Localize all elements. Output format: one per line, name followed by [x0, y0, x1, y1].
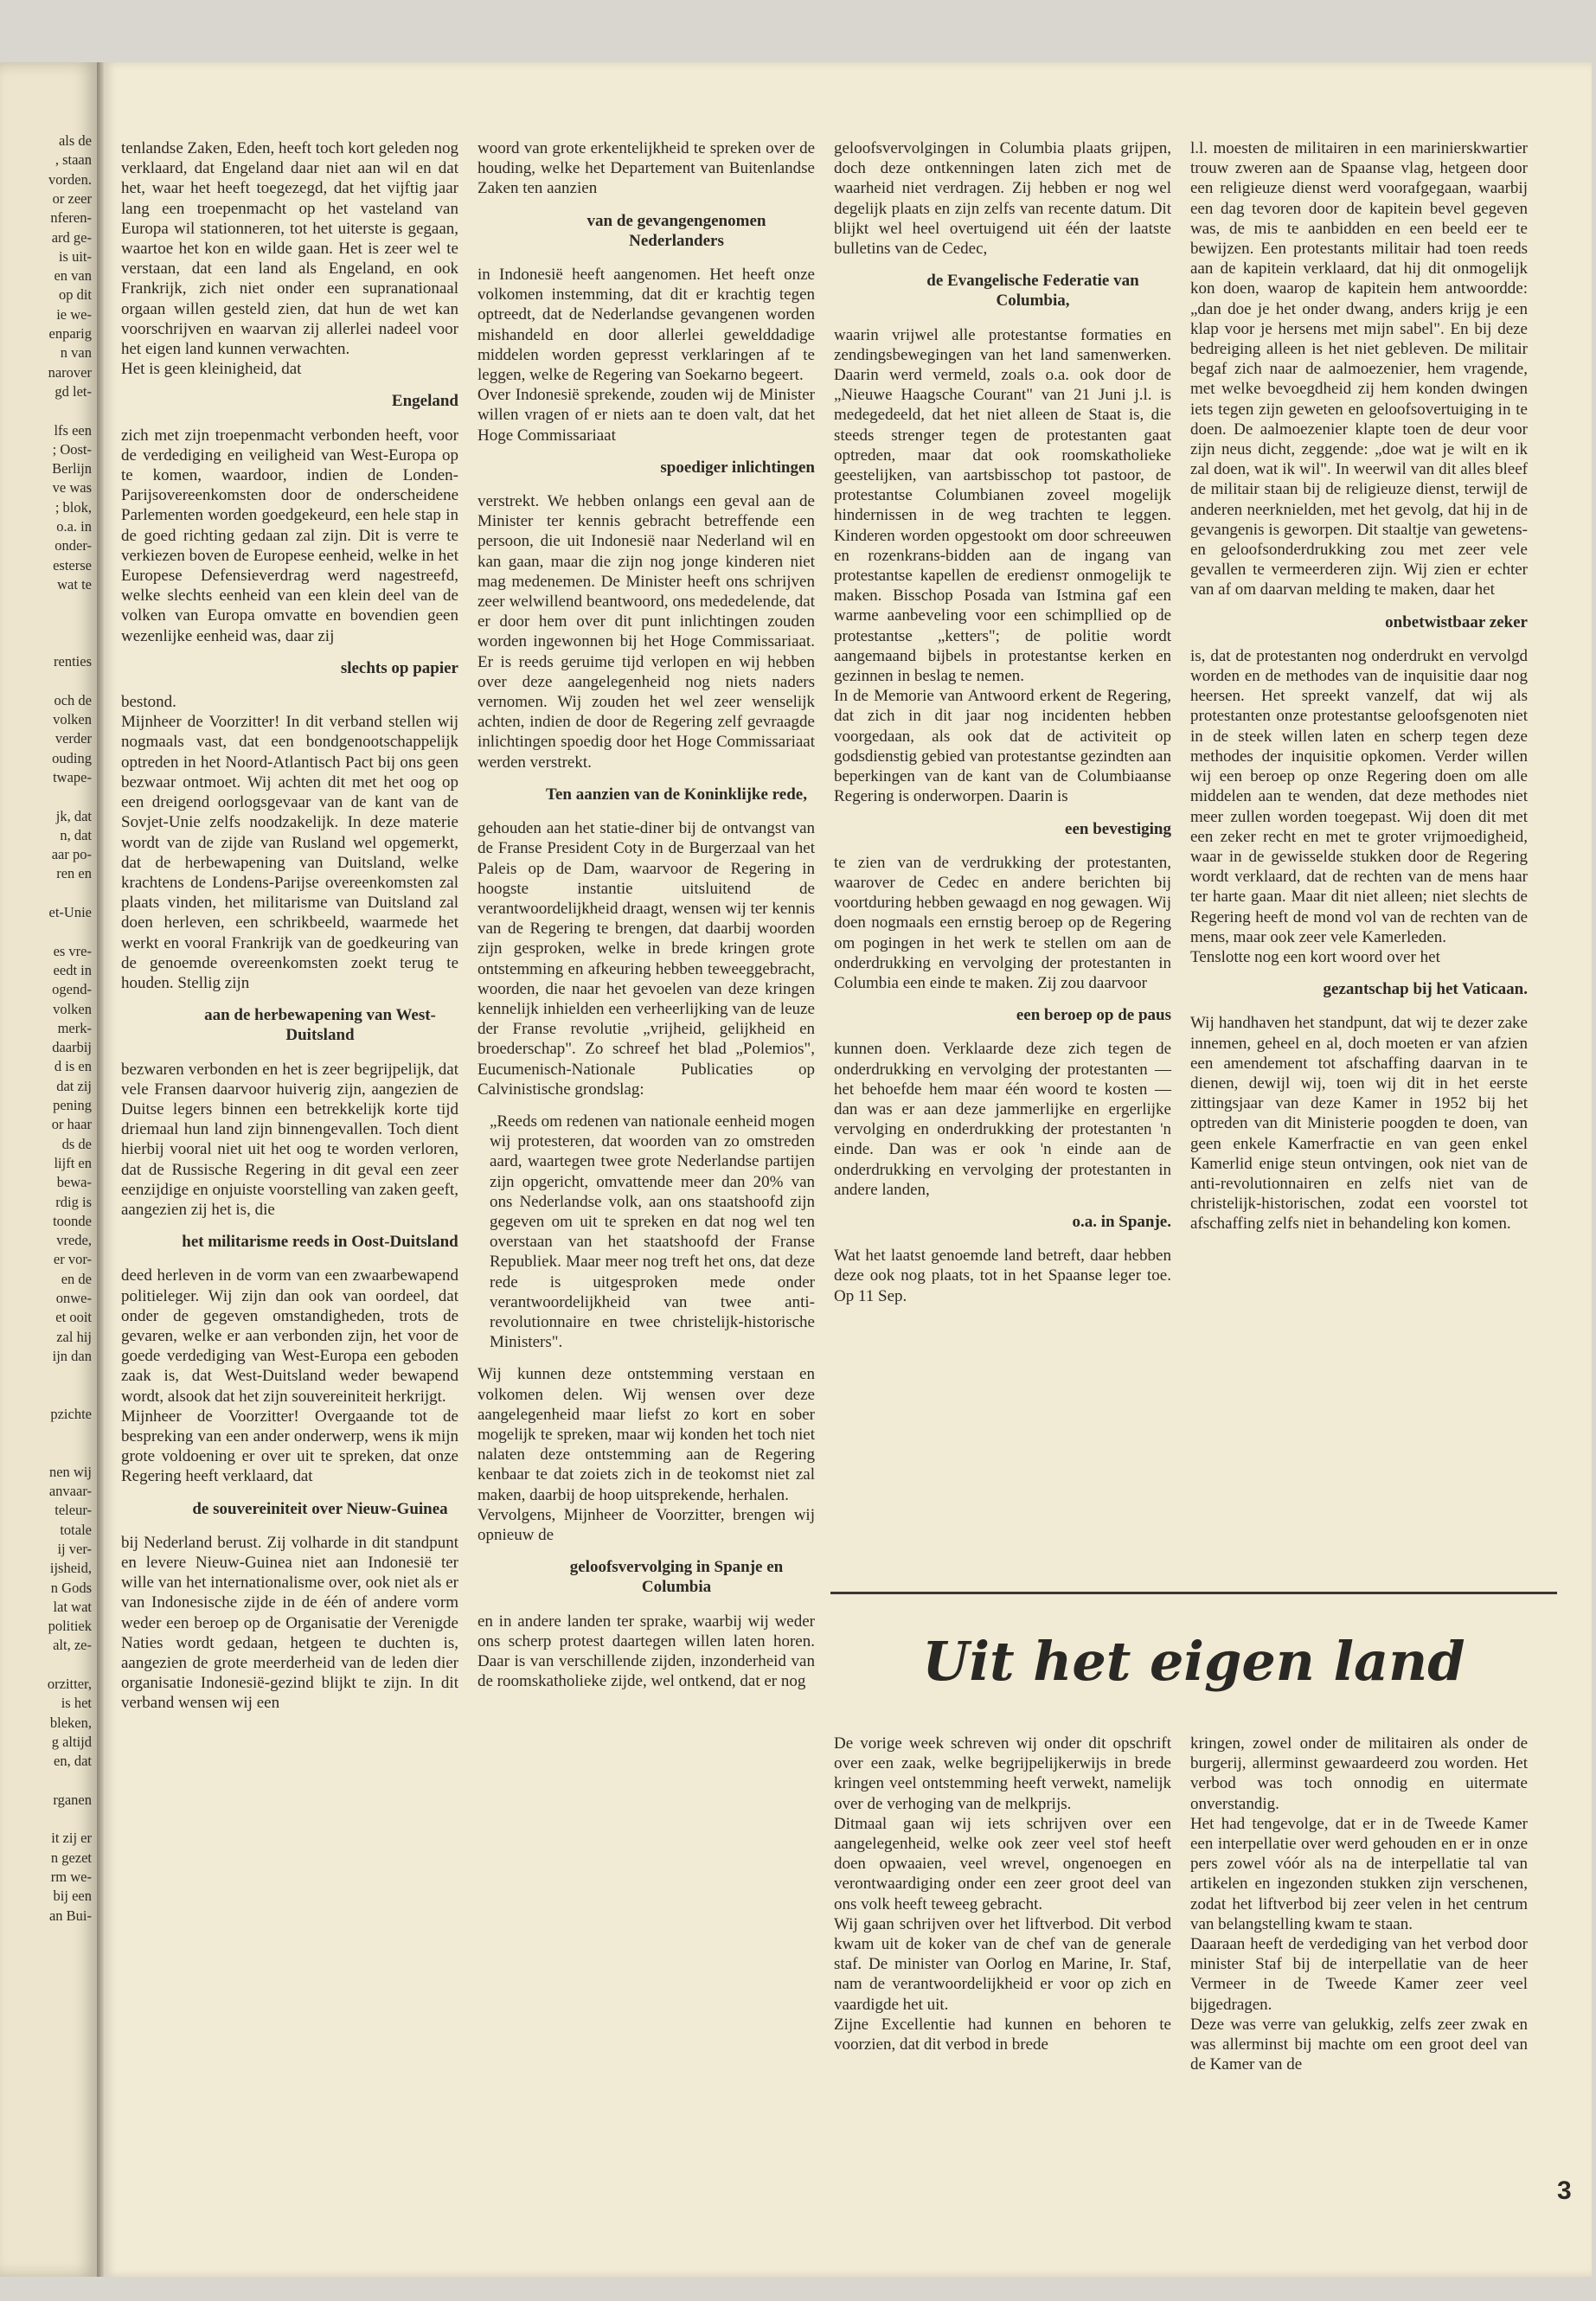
- left-page-fragment: twape-: [53, 768, 92, 785]
- paragraph: tenlandse Zaken, Eden, heeft toch kort geleden nog verklaard, dat Engeland daar niet aan wil en dat het, waar het heeft toegezegd, dat het vijftig jaar lang een troepenmacht op het vasteland van Europa wil stationneren, tot het uiterste is gegaan, waartoe het kon en wilde gaan. Het is zeer wel te verstaan, dat een land als Engeland, en ook Frankrijk, zich niet onder een supranationaal orgaan willen gesteld zien, dat hun de wet kan voorschrijven en waarvan zij allerlei nadeel voor het eigen land kunnen verwachten.: [121, 139, 458, 359]
- left-page-fragment: volken: [53, 1000, 92, 1017]
- left-page-fragment: dat zij: [56, 1077, 92, 1094]
- left-page-fragment: esterse: [53, 556, 92, 574]
- paragraph: Mijnheer de Voorzitter! Overgaande tot de bespreking van een ander onderwerp, wens ik mijn grote voldoening er over uit te spreken, dat onze Regering heeft verklaard, dat: [121, 1407, 458, 1486]
- left-page-fragment: it zij er: [51, 1830, 92, 1847]
- paragraph: Wij kunnen deze ontstemming verstaan en volkomen delen. Wij wensen over deze aangelegenheid maar liefst zo kort en sober mogelijk te spreken, maar wij konden het toch niet nalaten deze ontstemming aan de Regering kenbaar te dat zoiets zich in de teokomst niet zal maken, daarbij de hoop uitsprekende, herhalen.: [478, 1365, 815, 1504]
- left-page-fragment: totale: [60, 1521, 92, 1538]
- section-divider: [830, 1592, 1557, 1594]
- paragraph: Zijne Excellentie had kunnen en behoren te voorzien, dat dit verbod in brede: [834, 2015, 1171, 2054]
- left-page-fragment: bij een: [53, 1888, 92, 1905]
- left-page-fragment: bewa-: [56, 1174, 92, 1191]
- left-page-fragment: ; blok,: [54, 498, 92, 516]
- left-page-fragment: verder: [54, 730, 92, 747]
- newspaper-page: [104, 62, 1592, 2277]
- text-column-3: [834, 138, 1171, 1306]
- left-page-fragment: vrede,: [56, 1232, 92, 1249]
- left-page-fragment: is het: [61, 1695, 92, 1712]
- left-page-fragment: volken: [53, 711, 92, 727]
- paragraph: Deze was verre van gelukkig, zelfs zeer zwak en was allerminst bij machte om een groot deel van de Kamer van de: [1190, 2015, 1528, 2074]
- subheading: van de gevangengenomen Nederlanders: [586, 211, 766, 250]
- left-page-fragment: or zeer: [52, 189, 92, 207]
- left-page-fragment: rdig is: [55, 1193, 92, 1210]
- left-page-fragment: toonde: [53, 1212, 92, 1229]
- left-page-fragment: lfs een: [54, 421, 92, 439]
- paragraph: Het is geen kleinigheid, dat: [121, 360, 302, 379]
- left-page-fragment: rm we-: [50, 1868, 92, 1885]
- paragraph: Over Indonesië sprekende, zouden wij de Minister willen vragen of er niets aan te doen valt, dat het Hoge Commissariaat: [478, 386, 815, 445]
- left-page-fragment: ; Oost-: [52, 440, 92, 458]
- section-title: Uit het eigen land: [922, 1630, 1465, 1693]
- paragraph: Mijnheer de Voorzitter! In dit verband stellen wij nogmaals vast, dat een bondgenootschappelijk optreden in het Noord-Atlantisch Pact bij ons geen bezwaar ontmoet. Wij achten dit met het oog op een dreigend oorlogsgevaar van de kant van de Sovjet-Unie zelfs noodzakelijk. In deze materie wordt van de zijde van Rusland wel opgemerkt, dat de herbewapening van Duitsland, welke krachtens de Londens-Parijse overeenkomsten zal plaats vinden, het militarisme van Duitsland zal doen herleven, een schrikbeeld, waarmede het werkt en vooral Frankrijk van de goedkeuring van de genoemde overeenkomsten zoekt terug te houden. Stellig zijn: [121, 713, 458, 992]
- subheading: Engeland: [391, 392, 458, 411]
- text-column-4: [1190, 138, 1528, 1234]
- left-page-fragment: en, dat: [54, 1753, 92, 1770]
- left-page-fragment: op dit: [58, 286, 92, 304]
- left-page-fragment: n, dat: [60, 826, 92, 843]
- left-page-fragment: lat wat: [53, 1598, 92, 1615]
- left-page-fragment: n gezet: [50, 1849, 92, 1866]
- left-page-fragment: nen wij: [48, 1463, 92, 1480]
- subheading: slechts op papier: [340, 658, 458, 677]
- paragraph: deed herleven in de vorm van een zwaarbewapend politieleger. Wij zijn dan ook van oordeel, dat onder de gegeven omstandigheden, trots de gevaren, welke er aan verbonden zijn, het voor de goede verdediging van West-Europa een geboden zaak is, dat West-Duitsland weder bewapend wordt, alsook dat het zijn souvereiniteit herkrijgt.: [121, 1266, 458, 1406]
- left-page-fragment: ren en: [56, 865, 92, 882]
- left-page-fragment: narover: [48, 363, 92, 381]
- paragraph: bij Nederland berust. Zij volharde in dit standpunt en levere Nieuw-Guinea niet aan Indonesië ter wille van het internationalisme over, ook niet als er van Indonesische zijde in de één of andere vorm weder een beroep op de Organisatie der Verenigde Naties wordt gedaan, hetgeen te duchten is, aangezien de grote meerderheid van de leden dier organisatie Indonesië-gezind blijkt te zijn. In dit verband wensen wij een: [121, 1533, 458, 1713]
- left-page-fragment: bleken,: [49, 1714, 92, 1731]
- paragraph: l.l. moesten de militairen in een marinierskwartier trouw zweren aan de Spaanse vlag, hetgeen door een religieuze dienst werd voorafgegaan, waarbij een dag tevoren door de kapitein bevel gegeven was, de mis te aanbidden en een beeld eer te bewijzen. Een protestants militair had toen reeds aan de kapitein verklaard, dat hij dit onmogelijk kon doen, waarop de kapitein hem antwoordde: „dan doe je het onder dwang, anders krijg je een klap voor je hersens met mijn sabel". En bij deze bedreiging alleen is het niet gebleven. De militair begaf zich naar de aalmoezenier, hem vragende, met welke bevoegdheid zij hem konden dwingen iets tegen zijn geweten en geloofsovertuiging in te doen. De aalmoezenier klapte toen de deur voor zijn neus dicht, zeggende: „doe wat je wilt en ik zal doen, wat ik wil". In weerwil van dit alles bleef de militair staan bij de religieuze dienst, terwijl de anderen neerknielden, met het gevolg, dat hij in de gevangenis is geworpen. Dit staaltje van gewetens- en geloofsonderdrukking zou met zeer vele gevallen te vermeerderen zijn. Wij zien er echter van af om daarvan melding te maken, daar het: [1190, 139, 1528, 599]
- left-page-fragment: o.a. in: [56, 518, 92, 535]
- left-page-fragment: lijft en: [54, 1154, 92, 1171]
- left-page-fragment: vorden.: [48, 170, 92, 188]
- left-page-fragment: g altijd: [51, 1733, 92, 1750]
- paragraph: Wij gaan schrijven over het liftverbod. Dit verbod kwam uit de koker van de chef van de generale staf. De minister van Oorlog en Marine, Ir. Staf, nam de verantwoordelijkheid er voor op zich en vaardigde het uit.: [834, 1914, 1171, 2014]
- paragraph: woord van grote erkentelijkheid te spreken over de houding, welke het Departement van Buitenlandse Zaken ten aanzien: [478, 139, 815, 198]
- paragraph: Wij handhaven het standpunt, dat wij te dezer zake innemen, geheel en al, doch moeten er van afzien een amendement tot afschaffing daarvan in te dienen, dewijl wij, toen wij dit in het eerste zittingsjaar van deze Kamer in 1952 bij het optreden van dit Ministerie poogden te doen, van geen enkele Kamerfractie en van geen enkel Kamerlid enige steun ontvingen, ook niet van de anti-revolutionnairen en zelfs niet van de christelijk-historischen, zodat een voorstel tot afschaffing zelfs niet in behandeling kon komen.: [1190, 1014, 1528, 1234]
- left-page-fragment: rganen: [53, 1791, 92, 1808]
- paragraph: verstrekt. We hebben onlangs een geval aan de Minister ter kennis gebracht betreffende een persoon, die uit Indonesië naar Nederland wil en kan gaan, maar die zijn nog jonge kinderen niet mag medenemen. De Minister heeft ons schrijven zeer welwillend beantwoord, ons mededelende, dat er door hem over dit punt inlichtingen zouden worden ingewonnen bij het Hoge Commissariaat. Er is reeds geruime tijd verlopen en wij hebben over deze aangelegenheid nog niets naders vernomen. Wij zouden het wel zeer wenselijk achten, indien de door de Regering zelf gevraagde inlichtingen spoedig door het Hoge Commissariaat werden verstrekt.: [478, 492, 815, 772]
- left-page-fragment: eedt in: [53, 961, 92, 978]
- left-page-fragment: onwe-: [55, 1290, 92, 1306]
- left-page-fragment: ve was: [52, 479, 92, 497]
- left-page-fragment: gd let-: [54, 382, 92, 400]
- paragraph: geloofsvervolgingen in Columbia plaats grijpen, doch deze ontkenningen laten zich met de waarheid niet verdragen. Zij hebben er nog wel degelijk plaats en zijn zelfs van recente datum. Dit blijkt wel heel overtuigend uit één der laatste bulletins van de Cedec,: [834, 139, 1171, 259]
- left-page-fragment: ij ver-: [57, 1540, 92, 1557]
- subheading: onbetwistbaar zeker: [1385, 612, 1528, 631]
- page-number: 3: [1557, 2176, 1572, 2205]
- paragraph: bestond.: [121, 693, 176, 712]
- left-page-fragment: pening: [53, 1097, 92, 1113]
- paragraph: te zien van de verdrukking der protestanten, waarover de Cedec en andere berichten bij voortduring hebben gewaagd en nog gewagen. Wij doen nogmaals een ernstig beroep op de Regering om pogingen in het werk te stellen om aan de onderdrukking en vervolging der protestanten in Columbia een einde te maken. Zij zou daarvoor: [834, 853, 1171, 992]
- left-page-fragment: zal hij: [56, 1328, 92, 1345]
- left-page-fragment: en de: [61, 1270, 92, 1287]
- paragraph: kringen, zowel onder de militairen als onder de burgerij, allerminst gewaardeerd zou worden. Het verbod was toch onnodig en uitermate onverstandig.: [1190, 1734, 1528, 1813]
- left-page-fragment: anvaar-: [48, 1483, 92, 1499]
- left-page-fragment: wat te: [57, 575, 92, 593]
- paragraph: Vervolgens, Mijnheer de Voorzitter, brengen wij opnieuw de: [478, 1505, 815, 1544]
- left-page-fragment: ijsheid,: [49, 1560, 92, 1577]
- paragraph: bezwaren verbonden en het is zeer begrijpelijk, dat vele Fransen daarvoor huiverig zijn, aangezien de Duitse legers binnen een betrekkelijk korte tijd driemaal hun land zijn binnengevallen. Toch dient hierbij vooral niet uit het oog te worden verloren, dat de Russische Regering in dit geval een zeer eenzijdige en onjuiste voorstelling van zaken geeft, aangezien zij het is, die: [121, 1060, 458, 1219]
- subheading: de souvereiniteit over Nieuw-Guinea: [192, 1499, 448, 1518]
- left-page-fragment: jk, dat: [55, 807, 92, 824]
- left-page-fragment: als de: [58, 132, 92, 149]
- subheading: een beroep op de paus: [1016, 1006, 1171, 1025]
- paragraph: Daaraan heeft de verdediging van het verbod door minister Staf bij de interpellatie van de heer Vermeer in de Tweede Kamer zeer veel bijgedragen.: [1190, 1935, 1528, 2014]
- text-column-1: [121, 138, 458, 1714]
- quotation: „Reeds om redenen van nationale eenheid mogen wij protesteren, dat woorden van zo omstreden aard, waartegen twee grote Nederlandse partijen zijn opgericht, omvattende meer dan 20% van ons Nederlandse volk, aan ons staatshoofd zijn gegeven om uit te spreken en dat nog wel ten overstaan van het staatshoofd der Franse Republiek. Maar meer nog treft het ons, dat deze rede is uitgesproken mede onder verantwoordelijkheid van twee anti-revolutionnaire en twee christelijk-historische Ministers".: [490, 1112, 815, 1352]
- paragraph: Tenslotte nog een kort woord over het: [1190, 947, 1440, 966]
- left-page-fragment: teleur-: [54, 1502, 92, 1519]
- subheading: o.a. in Spanje.: [1072, 1212, 1171, 1231]
- paragraph: Het had tengevolge, dat er in de Tweede Kamer een interpellatie over werd gehouden en er in onze pers zowel vóór als na de interpellatie tal van artikelen en ingezonden stukken zijn verschenen, zodat het liftverbod bij zeer velen in het centrum van belangstelling kwam te staan.: [1190, 1814, 1528, 1933]
- left-page-fragment: merk-: [57, 1019, 92, 1036]
- left-page-fragment: ogend-: [52, 981, 92, 998]
- left-page-fragment: es vre-: [53, 942, 92, 959]
- left-page-fragment: et ooit: [55, 1309, 92, 1326]
- paragraph: In de Memorie van Antwoord erkent de Regering, dat zich in dit jaar nog incidenten hebben voorgedaan, als ook dat de activiteit op godsdienstig gebied van protestantse gezindten aan beperkingen van de kant van de Columbiaanse Regering is onderworpen. Daarin is: [834, 687, 1171, 806]
- paragraph: in Indonesië heeft aangenomen. Het heeft onze volkomen instemming, dat dit er krachtig tegen optreedt, dat de Nederlandse gevangenen worden mishandeld en door allerlei gewelddadige middelen worden gepresst verklaringen af te leggen, welke de Regering van Soekarno begeert.: [478, 266, 815, 385]
- section-column-2: [1190, 1734, 1528, 2074]
- text-column-2: [478, 138, 815, 1691]
- subheading: gezantschap bij het Vaticaan.: [1323, 980, 1528, 999]
- left-page-fragment: ouding: [52, 749, 92, 766]
- paragraph: gehouden aan het statie-diner bij de ontvangst van de Franse President Coty in de Burgerzaal van het Paleis op de Dam, waarvoor de Regering in hoogste instantie uitsluitend de verantwoordelijkheid draagt, wensen wij ter kennis van de Regering te brengen, dat daarbij woorden zijn gesproken, welke in brede kringen grote ontstemming en afkeuring hebben teweeggebracht, woorden, die naar het gevoelen van deze kringen kennelijk inhielden een verheerlijking van de leuze der Franse revolutie „vrijheid, gelijkheid en broederschap". Zo schreef het blad „Polemios", Eucumenisch-Nationale Publicaties op Calvinistische grondslag:: [478, 819, 815, 1099]
- left-page-fragment: alt, ze-: [53, 1637, 92, 1654]
- paragraph: zich met zijn troepenmacht verbonden heeft, voor de verdediging en veiligheid van West-Europa op te komen, waardoor, indien de Londen-Parijsovereenkomsten door de onderscheidene Parlementen worden goedgekeurd, een hele stap in de goed richting gedaan zal zijn. Dit is verre te verkiezen boven de Europese eenheid, welke in het Europese Defensieverdrag werd nagestreefd, welke slechts eenheid van een klein deel van de volken van Europa omvatte en bovendien geen wezenlijke eenheid was, daar zij: [121, 426, 458, 645]
- paragraph: kunnen doen. Verklaarde deze zich tegen de onderdrukking en vervolging der protestanten — het behoefde hem maar één woord te kosten — dan was er aan deze jammerlijke en ergerlijke vervolging en onderdrukking der protestanten 'n einde. Dan was er ook 'n einde aan de onderdrukking en vervolging der protestanten in andere landen,: [834, 1040, 1171, 1199]
- left-page-fragment: , staan: [54, 151, 92, 169]
- left-page-fragment: enparig: [48, 325, 92, 342]
- subheading: spoediger inlichtingen: [660, 458, 815, 477]
- paragraph: waarin vrijwel alle protestantse formaties en zendingsbewegingen van het land samenwerken. Daarin werd vermeld, zoals o.a. ook door de „Nieuwe Haagsche Courant" van 21 Juni j.l. is medegedeeld, dat het niet alleen de Staat is, die steeds strenger tegen de protestanten gaat optreden, maar dat ook roomskatholieke geestelijken, van aartsbisschop tot pastoor, de protestantse Columbianen zoveel mogelijk hindernissen in de weg trachten te leggen. Kinderen worden opgestookt om door schreeuwen en rozenkrans-bidden aan de ingang van protestantse kapellen de erediensт onmogelijk te maken. Bisschop Posada van Istmina gaf een warme aanbeveling voor een schimpllied op de protestantse „ketters"; de politie wordt aangemaand bijbels in protestantse kerken en gezinnen in beslag te nemen.: [834, 325, 1171, 686]
- left-page-fragment: renties: [54, 653, 92, 670]
- left-page-fragment: orzitter,: [47, 1676, 92, 1692]
- left-page-fragment: et-Unie: [48, 904, 92, 920]
- section-column-1: [834, 1734, 1171, 2054]
- subheading: geloofsvervolging in Spanje en Columbia: [569, 1558, 784, 1597]
- left-page-fragment: n Gods: [50, 1579, 92, 1596]
- left-page-fragment: politiek: [48, 1618, 92, 1635]
- left-page-fragment: onder-: [54, 537, 92, 554]
- left-page-fragment: ie we-: [56, 305, 92, 323]
- left-page-fragment: er vor-: [53, 1251, 92, 1268]
- left-page-fragment: ijn dan: [52, 1347, 92, 1364]
- left-page-fragment: ard ge-: [51, 228, 92, 246]
- paragraph: De vorige week schreven wij onder dit opschrift over een zaak, welke begrijpelijkerwijs in brede kringen veel ontstemming heeft verwekt, namelijk over de verhoging van de melkprijs.: [834, 1734, 1171, 1813]
- left-page-fragment: Berlijn: [52, 460, 92, 478]
- left-page-fragment: or haar: [51, 1116, 92, 1133]
- subheading: aan de herbewapening van West-Duitsland: [204, 1006, 436, 1045]
- left-page-fragment: aar po-: [51, 846, 92, 863]
- subheading: Ten aanzien van de Koninklijke rede,: [546, 785, 807, 804]
- left-page-fragment: n van: [60, 344, 92, 362]
- left-page-fragment: en van: [54, 267, 92, 285]
- paragraph: en in andere landen ter sprake, waarbij wij weder ons scherp protest daartegen willen laten horen. Daar is van verschillende zijden, inzonderheid van de roomskatholieke zijde, wel ontkend, dat er nog: [478, 1612, 815, 1691]
- subheading: de Evangelische Federatie van Columbia,: [926, 272, 1139, 311]
- left-page-fragment: pzichte: [50, 1405, 92, 1422]
- left-page-fragment: an Bui-: [48, 1907, 92, 1924]
- paragraph: is, dat de protestanten nog onderdrukt en vervolgd worden en de methodes van de inquisitie daar nog heersen. Het spreekt vanzelf, dat wij als protestanten onze protestantse geloofsgenoten niet in de steek willen laten en scherp tegen deze methodes der inquisitie opkomen. Verder willen wij een beroep op onze Regering doen om alle middelen aan te wenden, dat deze methodes niet meer zullen worden toegepast. Wij doen dit met een zeker recht en met te groter vrijmoedigheid, waar in de gewisselde stukken door de Regering wordt verklaard, dat de rechten van de mens haar ter harte gaan. Maar dit niet alleen; niet slechts de Regering heeft de mond vol van de rechten van de mens, maar ook zeer vele Kamerleden.: [1190, 646, 1528, 946]
- paragraph: Wat het laatst genoemde land betreft, daar hebben deze ook nog plaats, tot in het Spaanse leger toe. Op 11 Sep.: [834, 1247, 1171, 1305]
- subheading: een bevestiging: [1065, 819, 1171, 838]
- left-page-fragment: nferen-: [50, 209, 92, 227]
- previous-page-fragment: [0, 62, 97, 2277]
- subheading: het militarisme reeds in Oost-Duitsland: [182, 1233, 458, 1252]
- left-page-fragment: och de: [54, 691, 92, 708]
- paragraph: Ditmaal gaan wij iets schrijven over een aangelegenheid, welke ook zeer veel stof heeft doen opwaaien, veel wrevel, ongenoegen en verontwaardiging onder een zeer groot deel van ons volk heeft teweeg gebracht.: [834, 1814, 1171, 1913]
- book-gutter: [97, 62, 104, 2277]
- left-page-fragment: d is en: [54, 1058, 92, 1075]
- left-page-fragment: ds de: [61, 1135, 92, 1152]
- left-page-fragment: daarbij: [52, 1039, 92, 1056]
- left-page-fragment: is uit-: [58, 247, 92, 265]
